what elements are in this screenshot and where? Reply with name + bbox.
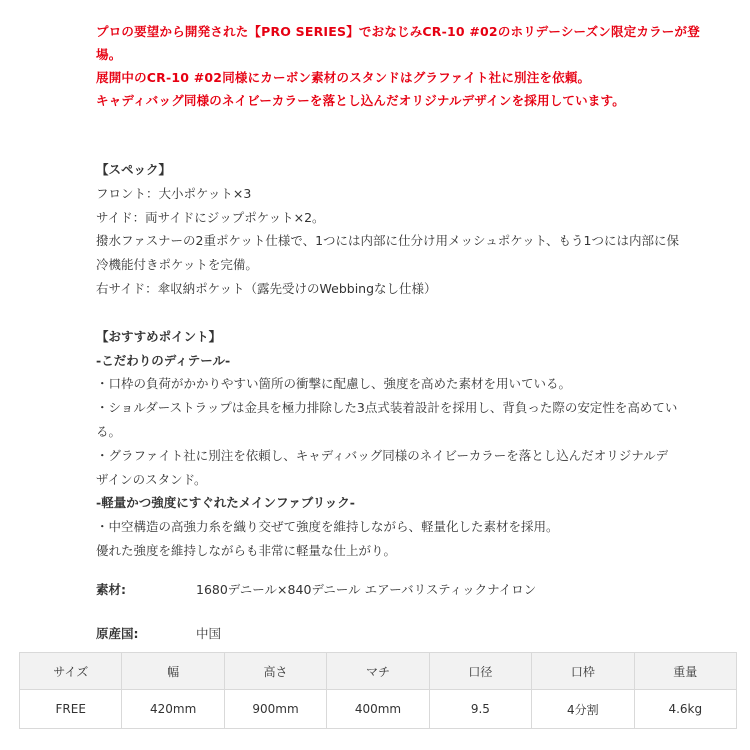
cell-caliber: 9.5 bbox=[429, 690, 531, 729]
spec-line: フロント：大小ポケット×3 bbox=[96, 185, 252, 201]
cell-weight: 4.6kg bbox=[634, 690, 736, 729]
header-cell-frame: 口枠 bbox=[532, 653, 634, 690]
points-line: ・ショルダーストラップは金具を極力排除した3点式装着設計を採用し、背負った際の安定性を高めてい bbox=[96, 400, 678, 416]
header-cell-size: サイズ bbox=[20, 653, 122, 690]
material-label: 素材: bbox=[96, 581, 126, 597]
intro-line: キャディバッグ同様のネイビーカラーを落とし込んだオリジナルデザインを採用しています。 bbox=[96, 93, 625, 108]
points-subheading: -軽量かつ強度にすぐれたメインファブリック- bbox=[96, 495, 355, 511]
header-cell-weight: 重量 bbox=[634, 653, 736, 690]
points-subheading: -こだわりのディテール- bbox=[96, 352, 231, 368]
table-row bbox=[20, 690, 737, 729]
size-table-header-row bbox=[20, 653, 737, 690]
header-cell-width: 幅 bbox=[122, 653, 224, 690]
points-line: 優れた強度を維持しながらも非常に軽量な仕上がり。 bbox=[96, 542, 397, 558]
points-heading: 【おすすめポイント】 bbox=[96, 328, 222, 344]
material-row bbox=[96, 579, 736, 601]
product-description bbox=[96, 20, 736, 667]
spec-line: サイド：両サイドにジップポケット×2。 bbox=[96, 209, 325, 225]
product-meta bbox=[96, 579, 736, 645]
origin-value: 中国 bbox=[196, 625, 222, 641]
cell-depth: 400mm bbox=[327, 690, 429, 729]
cell-size: FREE bbox=[20, 690, 122, 729]
cell-width: 420mm bbox=[122, 690, 224, 729]
header-cell-depth: マチ bbox=[327, 653, 429, 690]
spec-line: 冷機能付きポケットを完備。 bbox=[96, 257, 258, 273]
origin-row bbox=[96, 623, 736, 645]
points-line: ・中空構造の高強力糸を織り交ぜて強度を維持しながら、軽量化した素材を採用。 bbox=[96, 519, 559, 535]
intro-line: 場。 bbox=[96, 47, 122, 62]
spec-heading: 【スペック】 bbox=[96, 162, 172, 177]
intro-text bbox=[96, 20, 736, 112]
origin-label: 原産国: bbox=[96, 625, 139, 641]
points-line: ザインのスタンド。 bbox=[96, 471, 207, 487]
spec-line: 撥水ファスナーの2重ポケット仕様で、1つには内部に仕分け用メッシュポケット、もう1つには内部に保 bbox=[96, 233, 679, 249]
size-table bbox=[19, 652, 737, 729]
header-cell-height: 高さ bbox=[224, 653, 326, 690]
points-line: ・グラファイト社に別注を依頼し、キャディバッグ同様のネイビーカラーを落とし込んだオリジナルデ bbox=[96, 447, 669, 463]
points-line: る。 bbox=[96, 423, 122, 439]
spec-line: 右サイド：傘収納ポケット（露先受けのWebbingなし仕様） bbox=[96, 280, 437, 296]
intro-line: プロの要望から開発された【PRO SERIES】でおなじみCR-10 #02のホリデーシーズン限定カラーが登 bbox=[96, 24, 700, 39]
material-value: 1680デニール×840デニール エアーバリスティックナイロン bbox=[196, 581, 537, 597]
points-line: ・口枠の負荷がかかりやすい箇所の衝撃に配慮し、強度を高めた素材を用いている。 bbox=[96, 376, 572, 392]
cell-frame: 4分割 bbox=[532, 690, 634, 729]
header-cell-caliber: 口径 bbox=[429, 653, 531, 690]
intro-line: 展開中のCR-10 #02同様にカーボン素材のスタンドはグラファイト社に別注を依頼。 bbox=[96, 70, 591, 85]
cell-height: 900mm bbox=[224, 690, 326, 729]
spec-section bbox=[96, 158, 736, 301]
points-section bbox=[96, 325, 736, 563]
